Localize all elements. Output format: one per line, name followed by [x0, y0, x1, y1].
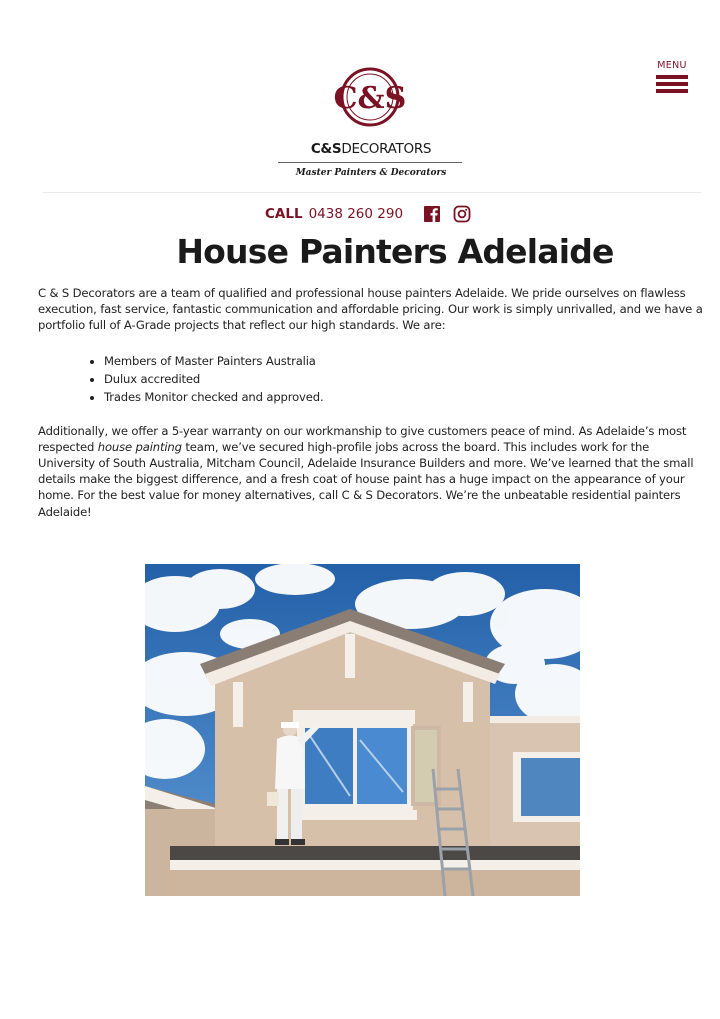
painter-on-roof-illustration — [145, 564, 580, 896]
house-painting-link[interactable]: house painting — [97, 439, 182, 454]
contact-bar — [265, 204, 471, 224]
phone-link[interactable]: 0438 260 290 — [308, 206, 404, 222]
house-painter-photo — [145, 564, 580, 896]
menu-button[interactable] — [652, 60, 692, 96]
logo-tagline: Master Painters & Decorators — [295, 168, 447, 178]
hamburger-icon[interactable] — [656, 75, 688, 93]
logo-wordmark: C&SDECORATORS — [310, 141, 432, 157]
facebook-icon[interactable] — [423, 205, 441, 223]
list-item: • Members of Master Painters Australia — [104, 352, 706, 370]
menu-label: MENU — [657, 60, 687, 71]
header-divider — [42, 192, 702, 193]
main-content — [38, 285, 706, 520]
cs-monogram-logo — [326, 66, 416, 128]
site-logo[interactable] — [278, 66, 464, 182]
page-title: House Painters Adelaide — [176, 232, 614, 271]
intro-paragraph: C & S Decorators are a team of qualified and professional house painters Adelaide. We pride ourselves on flawless execution, fast service, fantastic communication and affordable pricing. Our work is simply unrivalled, and we have a portfolio full of A-Grade projects that reflect our high standards. We are: — [38, 286, 703, 333]
warranty-paragraph: Additionally, we offer a 5-year warranty on our workmanship to give customers peace of mind. As Adelaide’s most respected house painting team, we’ve secured high-profile jobs across the board. This includes work for the University of South Australia, Mitcham Council, Adelaide Insurance Builders and more. We’ve learned that the small details make the biggest difference, and a fresh coat of house paint has a huge impact on the appearance of your home. For the best value for money alternatives, call C & S Decorators. We’re the unbeatable residential painters Adelaide! — [38, 423, 694, 519]
logo-monogram-text: C&S — [333, 81, 407, 116]
instagram-icon[interactable] — [453, 205, 471, 223]
logo-divider — [278, 162, 462, 163]
list-item: • Dulux accredited — [104, 370, 706, 388]
list-item: • Trades Monitor checked and approved. — [104, 388, 706, 406]
accreditation-list — [38, 352, 706, 407]
call-label: CALL — [265, 206, 303, 222]
